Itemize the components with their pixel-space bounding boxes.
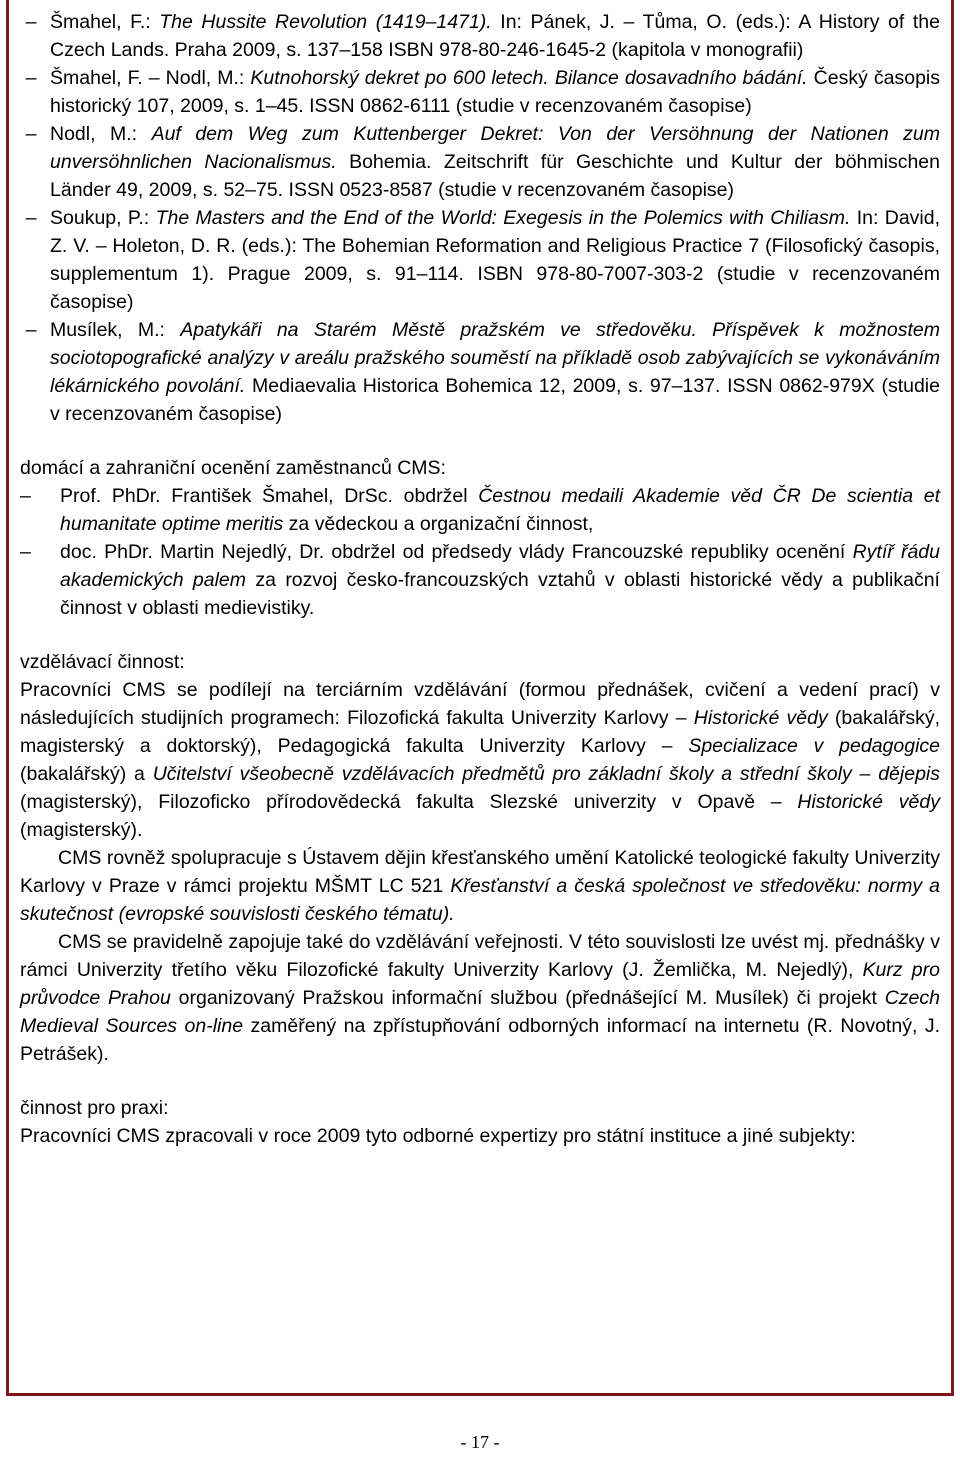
list-dash: –	[20, 485, 31, 507]
education-paragraph: Pracovníci CMS se podílejí na terciárním vzdělávání (formou přednášek, cvičení a vedení prací) v následujících studijních programech: Filozofická fakulta Univerzity Karlovy – Historické vědy (bakalářský, magisterský a doktorský), Pedagogická fakulta Univerzity Karlovy – Specializace v pedagogice (bakalářský) a Učitelství všeobecně vzdělávacích předmětů pro základní školy a střední školy – dějepis (magisterský), Filozoficko přírodovědecká fakulta Slezské univerzity v Opavě – Historické vědy (magisterský).	[20, 679, 941, 841]
award-item: – doc. PhDr. Martin Nejedlý, Dr. obdržel od předsedy vlády Francouzské republiky ocenění Rytíř řádu akademických palem za rozvoj česko-francouzských vztahů v oblasti historické vědy a publikační činnost v oblasti medievistiky.	[20, 538, 940, 622]
education-paragraph: CMS rovněž spolupracuje s Ústavem dějin křesťanského umění Katolické teologické fakulty Univerzity Karlovy v Praze v rámci projektu MŠMT LC 521 Křesťanství a česká společnost ve středověku: normy a skutečnost (evropské souvislosti českého tématu).	[20, 847, 940, 925]
education-heading: vzdělávací činnost:	[20, 651, 185, 673]
awards-heading: domácí a zahraniční ocenění zaměstnanců CMS:	[20, 457, 446, 479]
practice-heading: činnost pro praxi:	[20, 1097, 169, 1119]
bibliography-item: – Musílek, M.: Apatykáři na Starém Městě pražském ve středověku. Příspěvek k možnostem sociotopografické analýzy v areálu pražského souměstí na příkladě osob zabývajících se vykonáváním lékárnického povolání. Mediaevalia Historica Bohemica 12, 2009, s. 97–137. ISSN 0862-979X (studie v recenzovaném časopise)	[20, 316, 940, 428]
list-dash: –	[20, 541, 31, 563]
bibliography-item: – Nodl, M.: Auf dem Weg zum Kuttenberger Dekret: Von der Versöhnung der Nationen zum unversöhnlichen Nacionalismus. Bohemia. Zeitschrift für Geschichte und Kultur der böhmischen Länder 49, 2009, s. 52–75. ISSN 0523-8587 (studie v recenzovaném časopise)	[20, 120, 940, 204]
bibliography-item: – Šmahel, F. – Nodl, M.: Kutnohorský dekret po 600 letech. Bilance dosavadního bádání. Český časopis historický 107, 2009, s. 1–45. ISSN 0862-6111 (studie v recenzovaném časopise)	[20, 64, 940, 120]
list-dash: –	[25, 319, 37, 341]
bibliography-item: – Soukup, P.: The Masters and the End of the World: Exegesis in the Polemics with Chiliasm. In: David, Z. V. – Holeton, D. R. (eds.): The Bohemian Reformation and Religious Practice 7 (Filosofický časopis, supplementum 1). Prague 2009, s. 91–114. ISBN 978-80-7007-303-2 (studie v recenzovaném časopise)	[20, 204, 940, 316]
practice-paragraph: Pracovníci CMS zpracovali v roce 2009 tyto odborné expertizy pro státní instituce a jiné subjekty:	[20, 1125, 856, 1147]
page-number: - 17 -	[460, 1432, 500, 1452]
list-dash: –	[25, 11, 37, 33]
education-paragraph: CMS se pravidelně zapojuje také do vzdělávání veřejnosti. V této souvislosti lze uvést mj. přednášky v rámci Univerzity třetího věku Filozofické fakulty Univerzity Karlovy (J. Žemlička, M. Nejedlý), Kurz pro průvodce Prahou organizovaný Pražskou informační službou (přednášející M. Musílek) či projekt Czech Medieval Sources on-line zaměřený na zpřístupňování odborných informací na internetu (R. Novotný, J. Petrášek).	[20, 931, 941, 1065]
list-dash: –	[25, 67, 37, 89]
list-dash: –	[25, 123, 37, 145]
bibliography-item: – Šmahel, F.: The Hussite Revolution (1419–1471). In: Pánek, J. – Tůma, O. (eds.): A History of the Czech Lands. Praha 2009, s. 137–158 ISBN 978-80-246-1645-2 (kapitola v monografii)	[20, 8, 940, 64]
document-body	[20, 8, 940, 1150]
award-item: – Prof. PhDr. František Šmahel, DrSc. obdržel Čestnou medaili Akademie věd ČR De scientia et humanitate optime meritis za vědeckou a organizační činnost,	[20, 482, 940, 538]
list-dash: –	[25, 207, 37, 229]
